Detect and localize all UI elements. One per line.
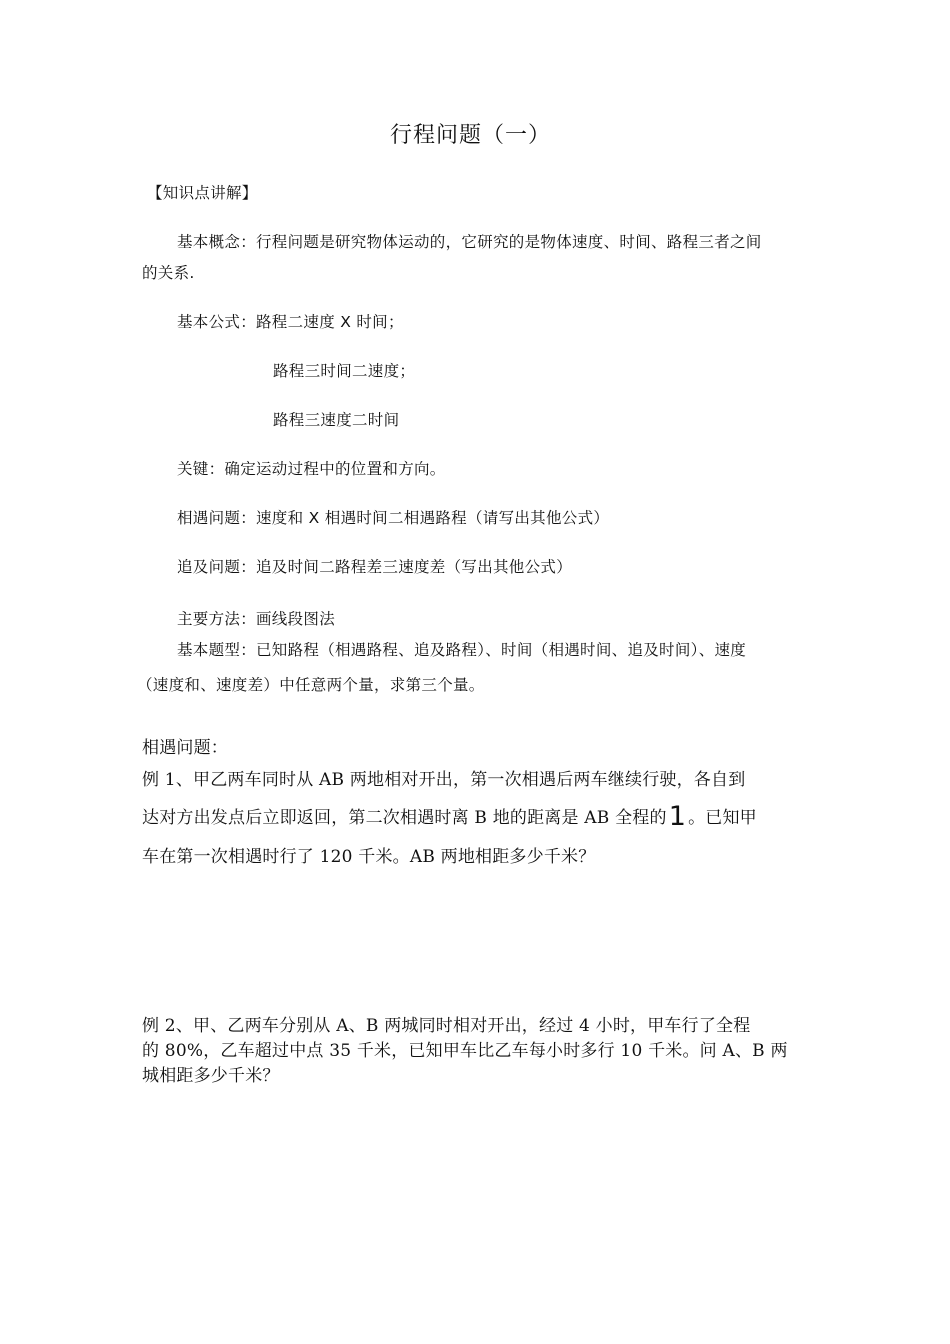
concept-line-2: 的关系. <box>142 264 195 282</box>
meeting-heading: 相遇问题： <box>142 738 228 758</box>
example-1-line-3: 车在第一次相遇时行了 120 千米。AB 两地相距多少千米？ <box>142 847 596 867</box>
example-2-line-3: 城相距多少千米？ <box>142 1066 280 1086</box>
main-method: 主要方法：画线段图法 <box>177 610 336 628</box>
chase-formula: 追及问题：追及时间二路程差三速度差（写出其他公式） <box>177 558 573 576</box>
basic-types-line-2: （速度和、速度差）中任意两个量，求第三个量。 <box>137 676 485 694</box>
example-2-line-2: 的 80%，乙车超过中点 35 千米，已知甲车比乙车每小时多行 10 千米。问 A、B 两 <box>142 1041 788 1061</box>
example-1-line-2 <box>142 803 757 830</box>
example-1-line-1: 例 1、甲乙两车同时从 AB 两地相对开出，第一次相遇后两车继续行驶，各自到 <box>142 770 746 790</box>
concept-line-1: 基本概念：行程问题是研究物体运动的，它研究的是物体速度、时间、路程三者之间 <box>177 233 762 251</box>
basic-types-line-1: 基本题型：已知路程（相遇路程、追及路程）、时间（相遇时间、追及时间）、速度 <box>177 641 747 659</box>
key-point: 关键：确定运动过程中的位置和方向。 <box>177 460 446 478</box>
section-heading: 【知识点讲解】 <box>147 184 258 202</box>
formula-line-2: 路程三时间二速度； <box>273 362 416 380</box>
formula-line-3: 路程三速度二时间 <box>273 411 400 429</box>
example-2-line-1: 例 2、甲、乙两车分别从 A、B 两城同时相对开出，经过 4 小时，甲车行了全程 <box>142 1016 751 1036</box>
fraction-value: 1 <box>668 801 687 832</box>
example-1-line-2-tail: 。已知甲 <box>688 808 757 828</box>
formula-line-1: 基本公式：路程二速度 X 时间； <box>177 313 404 331</box>
meeting-formula: 相遇问题：速度和 X 相遇时间二相遇路程（请写出其他公式） <box>177 509 610 527</box>
page-title: 行程问题（一） <box>390 123 552 148</box>
example-1-line-2-text: 达对方出发点后立即返回，第二次相遇时离 B 地的距离是 AB 全程的 <box>142 808 667 828</box>
